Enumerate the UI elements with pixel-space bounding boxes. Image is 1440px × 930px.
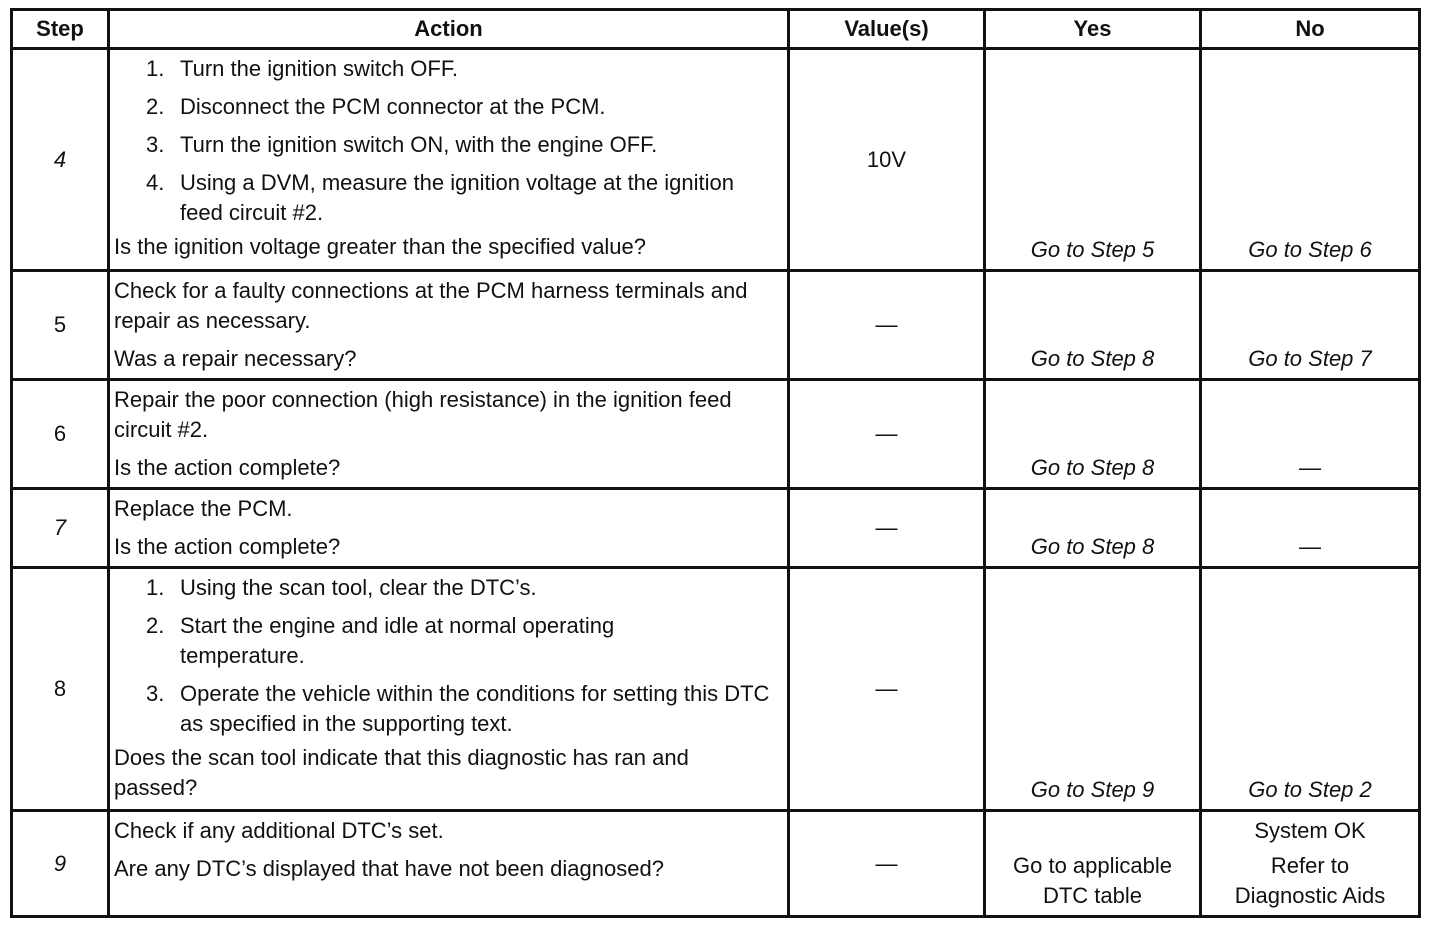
action-question: Was a repair necessary? bbox=[114, 346, 357, 371]
action-item: 1. Turn the ignition switch OFF. bbox=[146, 56, 458, 81]
table-row bbox=[12, 49, 1420, 271]
yes-cell bbox=[985, 380, 1201, 489]
table-row bbox=[12, 271, 1420, 380]
action-item: 4. Using a DVM, measure the ignition voltage at the ignition feed circuit #2. bbox=[146, 170, 734, 225]
yes-result: Go to Step 9 bbox=[1030, 777, 1155, 802]
header-step: Step bbox=[12, 10, 109, 49]
action-question: Is the action complete? bbox=[114, 455, 341, 480]
header-no: No bbox=[1201, 10, 1420, 49]
yes-result: Go to Step 8 bbox=[1030, 455, 1155, 480]
action-text: Replace the PCM. bbox=[114, 496, 293, 521]
value-cell: — bbox=[789, 811, 985, 917]
no-result: Go to Step 6 bbox=[1248, 237, 1372, 262]
table-row bbox=[12, 489, 1420, 568]
action-question: Is the action complete? bbox=[114, 534, 341, 559]
action-item: 3. Operate the vehicle within the conditions for setting this DTC as specified in the supporting text. bbox=[146, 681, 770, 736]
no-result: Go to Step 2 bbox=[1248, 777, 1372, 802]
value-cell: — bbox=[789, 271, 985, 380]
no-cell bbox=[1201, 271, 1420, 380]
yes-cell bbox=[985, 489, 1201, 568]
yes-result: Go to Step 5 bbox=[1030, 237, 1155, 262]
step-number: 4 bbox=[12, 49, 109, 271]
action-item: 2. Disconnect the PCM connector at the PCM. bbox=[146, 94, 606, 119]
action-cell bbox=[109, 811, 789, 917]
value-cell: 10V bbox=[789, 49, 985, 271]
yes-result: Go to Step 8 bbox=[1030, 346, 1155, 371]
step-number: 5 bbox=[12, 271, 109, 380]
yes-cell bbox=[985, 271, 1201, 380]
yes-cell bbox=[985, 49, 1201, 271]
no-result: — bbox=[1299, 455, 1321, 480]
header-yes: Yes bbox=[985, 10, 1201, 49]
table-row bbox=[12, 568, 1420, 811]
no-cell bbox=[1201, 811, 1420, 917]
yes-cell bbox=[985, 811, 1201, 917]
no-cell bbox=[1201, 489, 1420, 568]
action-cell bbox=[109, 380, 789, 489]
action-text: Check for a faulty connections at the PCM harness terminals and repair as necessary. bbox=[114, 278, 748, 333]
no-cell bbox=[1201, 49, 1420, 271]
action-question: Is the ignition voltage greater than the specified value? bbox=[114, 234, 647, 259]
action-text: Repair the poor connection (high resistance) in the ignition feed circuit #2. bbox=[114, 387, 732, 442]
action-item: 3. Turn the ignition switch ON, with the engine OFF. bbox=[146, 132, 658, 157]
step-number: 6 bbox=[12, 380, 109, 489]
step-number: 8 bbox=[12, 568, 109, 811]
yes-result: Go to applicable DTC table bbox=[1013, 853, 1172, 908]
no-result: Refer to Diagnostic Aids bbox=[1234, 853, 1386, 908]
table-row bbox=[12, 811, 1420, 917]
header-values: Value(s) bbox=[789, 10, 985, 49]
action-item: 1. Using the scan tool, clear the DTC’s. bbox=[146, 575, 537, 600]
value-cell: — bbox=[789, 380, 985, 489]
table-row bbox=[12, 380, 1420, 489]
action-item: 2. Start the engine and idle at normal operating temperature. bbox=[146, 613, 615, 668]
no-result: — bbox=[1299, 534, 1321, 559]
header-row bbox=[12, 10, 1420, 49]
no-cell bbox=[1201, 380, 1420, 489]
action-question: Does the scan tool indicate that this diagnostic has ran and passed? bbox=[114, 745, 689, 800]
action-text: Check if any additional DTC’s set. bbox=[114, 818, 444, 843]
value-cell: — bbox=[789, 568, 985, 811]
action-cell bbox=[109, 271, 789, 380]
action-cell bbox=[109, 489, 789, 568]
action-cell bbox=[109, 568, 789, 811]
diagnostic-table bbox=[10, 8, 1421, 918]
yes-cell bbox=[985, 568, 1201, 811]
yes-result: Go to Step 8 bbox=[1030, 534, 1155, 559]
no-cell bbox=[1201, 568, 1420, 811]
action-question: Are any DTC’s displayed that have not been diagnosed? bbox=[114, 856, 664, 881]
value-cell: — bbox=[789, 489, 985, 568]
header-action: Action bbox=[109, 10, 789, 49]
step-number: 7 bbox=[12, 489, 109, 568]
action-cell bbox=[109, 49, 789, 271]
no-result: Go to Step 7 bbox=[1248, 346, 1372, 371]
step-number: 9 bbox=[12, 811, 109, 917]
no-status: System OK bbox=[1254, 818, 1366, 843]
